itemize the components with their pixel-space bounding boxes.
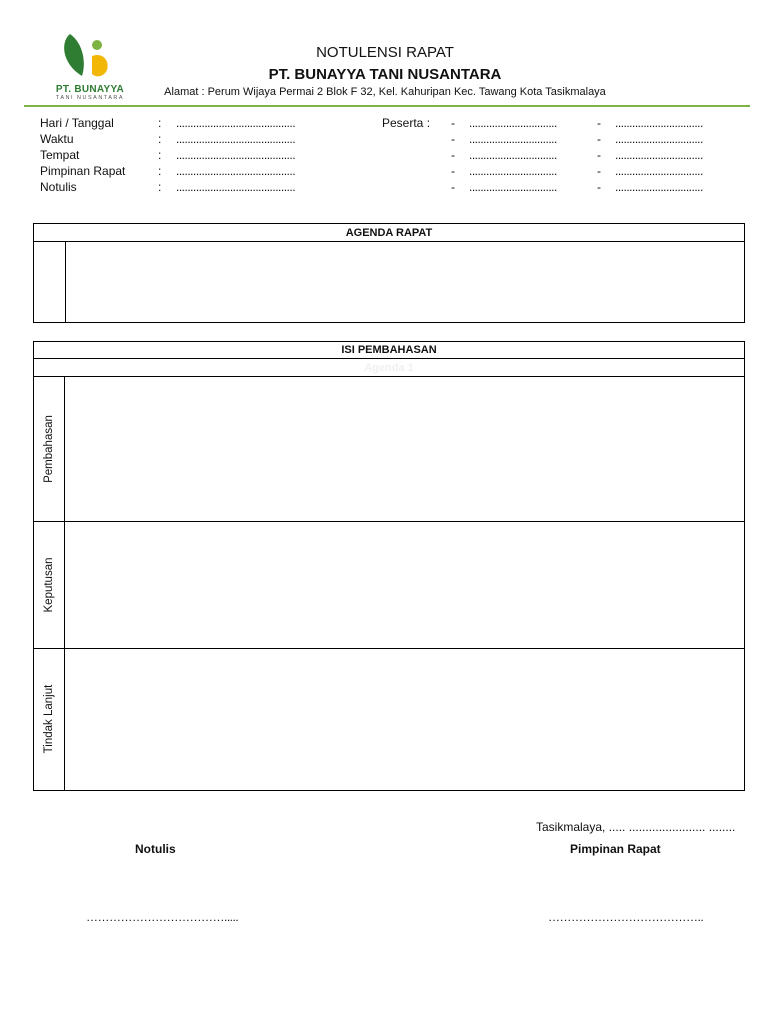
- logo-subtitle: TANI NUSANTARA: [55, 95, 125, 101]
- header-divider: [24, 105, 750, 107]
- pimpinan-signature-line[interactable]: …………………………………..: [548, 910, 704, 924]
- field-colon: :: [158, 148, 162, 162]
- company-name: PT. BUNAYYA TANI NUSANTARA: [268, 66, 502, 83]
- field-value-notulis[interactable]: ..........................................: [176, 180, 296, 194]
- peserta-dash: -: [451, 132, 455, 146]
- field-label-pimpinan-rapat: Pimpinan Rapat: [40, 164, 126, 178]
- field-value-waktu[interactable]: ..........................................: [176, 132, 296, 146]
- peserta-entry[interactable]: ...............................: [615, 180, 703, 194]
- agenda-number-column: [34, 242, 66, 322]
- peserta-entry[interactable]: ...............................: [469, 148, 557, 162]
- peserta-entry[interactable]: ...............................: [469, 132, 557, 146]
- peserta-entry[interactable]: ...............................: [615, 148, 703, 162]
- tindak-lanjut-label-cell: [34, 649, 65, 790]
- field-label-hari-tanggal: Hari / Tanggal: [40, 116, 114, 130]
- peserta-dash: -: [597, 148, 601, 162]
- peserta-entry[interactable]: ...............................: [615, 164, 703, 178]
- field-colon: :: [158, 132, 162, 146]
- discussion-heading: ISI PEMBAHASAN: [34, 342, 744, 359]
- logo-name: PT. BUNAYYA: [55, 84, 125, 95]
- pembahasan-label: Pembahasan: [43, 415, 55, 483]
- row-divider: [34, 521, 744, 522]
- place-date[interactable]: Tasikmalaya, ..... ....................... ........: [536, 820, 736, 834]
- agenda-item-label: Agenda 1: [34, 359, 744, 377]
- peserta-dash: -: [451, 148, 455, 162]
- peserta-dash: -: [451, 180, 455, 194]
- field-colon: :: [158, 116, 162, 130]
- discussion-table: [33, 341, 745, 791]
- notulis-signature-line[interactable]: ……………………………….....: [86, 910, 239, 924]
- company-address: Alamat : Perum Wijaya Permai 2 Blok F 32, Kel. Kahuripan Kec. Tawang Kota Tasikmalaya: [164, 86, 606, 98]
- peserta-entry[interactable]: ...............................: [469, 180, 557, 194]
- peserta-dash: -: [597, 116, 601, 130]
- peserta-dash: -: [597, 164, 601, 178]
- peserta-dash: -: [597, 180, 601, 194]
- peserta-entry[interactable]: ...............................: [615, 132, 703, 146]
- peserta-entry[interactable]: ...............................: [615, 116, 703, 130]
- agenda-table: [33, 223, 745, 323]
- field-value-hari-tanggal[interactable]: ..........................................: [176, 116, 296, 130]
- field-value-tempat[interactable]: ..........................................: [176, 148, 296, 162]
- field-label-waktu: Waktu: [40, 132, 74, 146]
- peserta-label: Peserta :: [382, 116, 431, 130]
- notulis-signature-title: Notulis: [135, 842, 176, 856]
- peserta-entry[interactable]: ...............................: [469, 116, 557, 130]
- field-colon: :: [158, 164, 162, 178]
- peserta-dash: -: [451, 164, 455, 178]
- peserta-entry[interactable]: ...............................: [469, 164, 557, 178]
- keputusan-label: Keputusan: [43, 557, 55, 613]
- pimpinan-signature-title: Pimpinan Rapat: [570, 842, 661, 856]
- keputusan-label-cell: [34, 522, 65, 649]
- field-label-notulis: Notulis: [40, 180, 77, 194]
- document-title: NOTULENSI RAPAT: [316, 44, 454, 61]
- pembahasan-label-cell: [34, 377, 65, 522]
- row-divider: [34, 648, 744, 649]
- peserta-dash: -: [597, 132, 601, 146]
- leaf-logo-icon: [50, 30, 130, 90]
- tindak-lanjut-label: Tindak Lanjut: [43, 684, 55, 754]
- field-value-pimpinan-rapat[interactable]: ..........................................: [176, 164, 296, 178]
- field-colon: :: [158, 180, 162, 194]
- peserta-dash: -: [451, 116, 455, 130]
- field-label-tempat: Tempat: [40, 148, 80, 162]
- agenda-heading: AGENDA RAPAT: [34, 224, 744, 242]
